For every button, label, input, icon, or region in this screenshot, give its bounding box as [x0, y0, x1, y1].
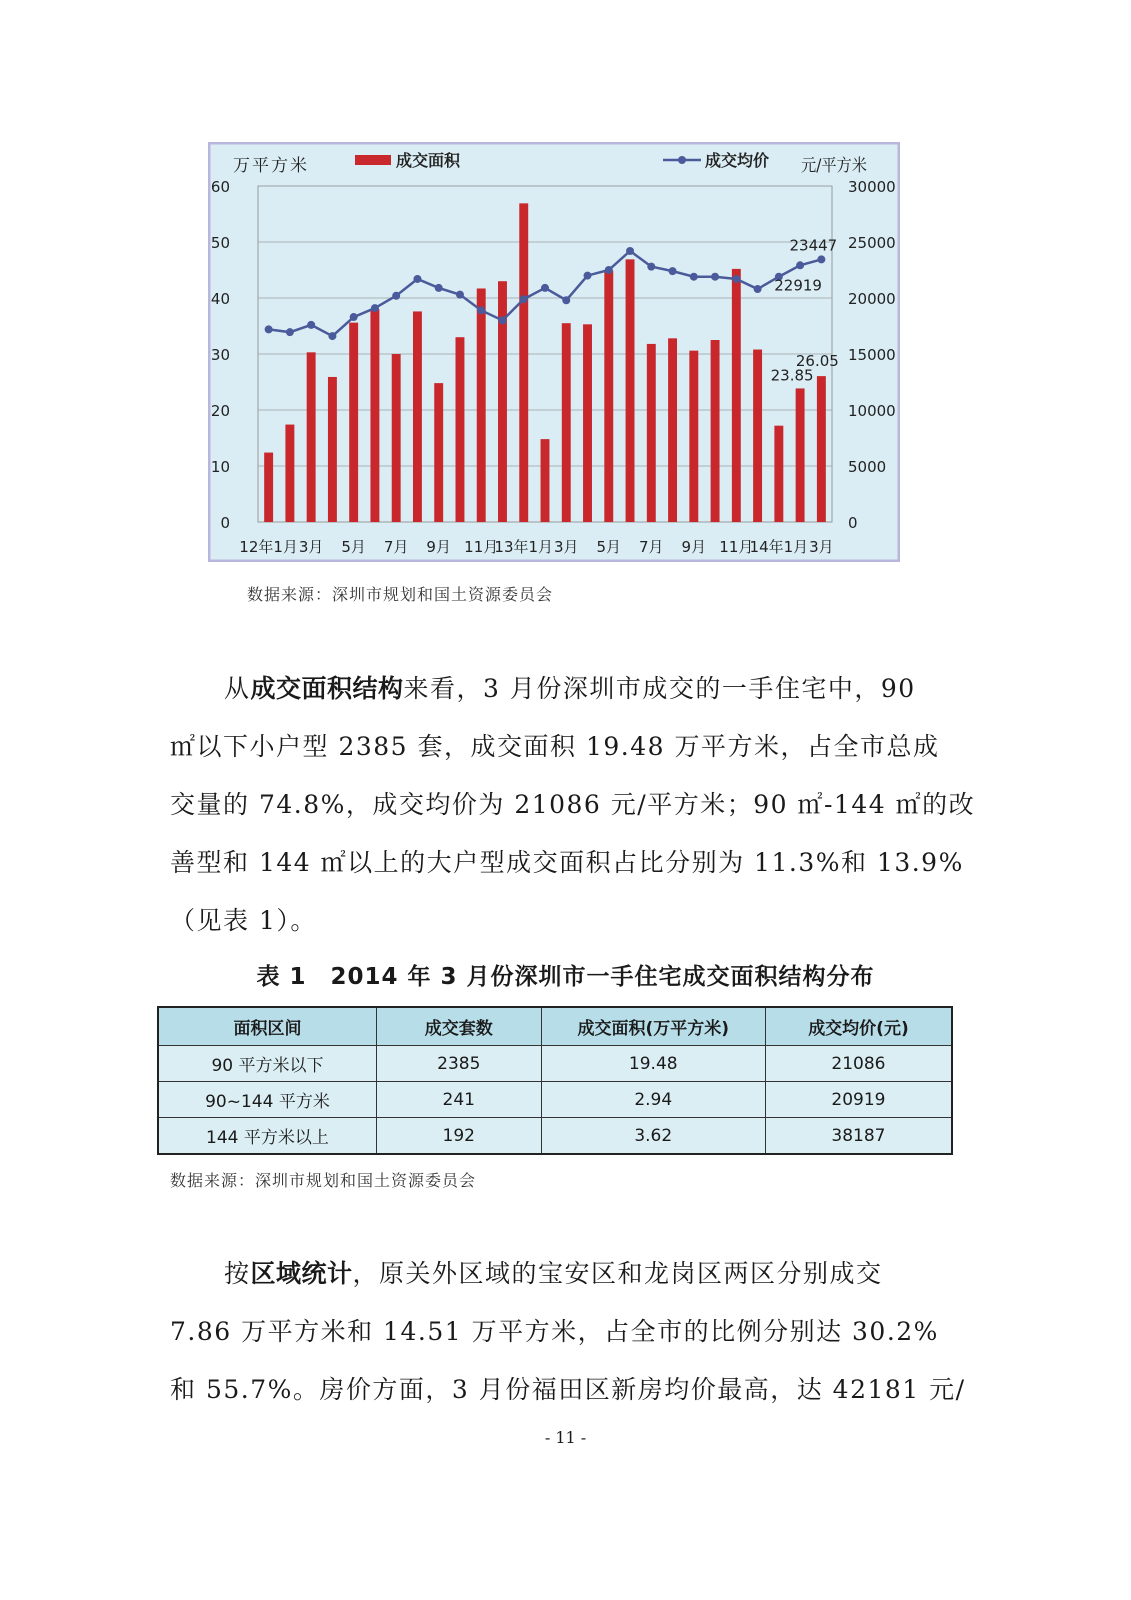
avg-price-point [477, 306, 485, 314]
area-bar [370, 309, 379, 522]
right-tick-label: 10000 [848, 402, 896, 420]
area-bar [264, 453, 273, 522]
para2-lead: 按 [224, 1259, 251, 1288]
avg-price-point [456, 291, 464, 299]
legend-bar-label: 成交面积 [396, 151, 461, 170]
right-axis-unit: 元/平方米 [801, 156, 867, 176]
para1-lead: 从 [224, 674, 251, 703]
chart-source: 数据来源：深圳市规划和国土资源委员会 [247, 585, 554, 604]
para2-line1-rest: ，原关外区域的宝安区和龙岗区两区分别成交 [352, 1259, 883, 1288]
x-tick-label: 9月 [426, 538, 451, 556]
bar-data-label: 26.05 [795, 352, 839, 371]
legend-bar-swatch [355, 155, 391, 165]
avg-price-point [265, 325, 273, 333]
area-bar [647, 344, 656, 522]
right-tick-label: 30000 [848, 178, 896, 196]
area-bar [328, 377, 337, 522]
area-structure-table [157, 1006, 953, 1155]
area-bar [413, 311, 422, 522]
avg-price-point [626, 247, 634, 255]
x-tick-label: 3月 [809, 538, 834, 556]
avg-price-point [605, 266, 613, 274]
avg-price-point [286, 328, 294, 336]
area-bar [519, 203, 528, 522]
x-tick-label: 12年1月 [239, 538, 298, 556]
transaction-chart [208, 142, 900, 562]
cell-avg-price: 20919 [765, 1082, 952, 1118]
avg-price-point [732, 275, 740, 283]
para2-line2: 7.86 万平方米和 14.51 万平方米，占全市的比例分别达 30.2% [170, 1317, 939, 1346]
right-tick-label: 5000 [848, 458, 887, 476]
right-tick-label: 15000 [848, 346, 896, 364]
cell-avg-price: 38187 [765, 1118, 952, 1155]
avg-price-point [350, 313, 358, 321]
area-bar [434, 383, 443, 522]
x-tick-label: 13年1月 [494, 538, 554, 556]
left-tick-label: 10 [210, 458, 230, 476]
area-bar [541, 439, 550, 522]
avg-price-point [669, 267, 677, 275]
cell-units: 241 [376, 1082, 541, 1118]
para2-strong: 区域统计 [250, 1259, 353, 1288]
left-tick-label: 20 [210, 402, 230, 420]
right-tick-label: 25000 [848, 234, 896, 252]
avg-price-point [392, 292, 400, 300]
legend-line-label: 成交均价 [705, 151, 770, 170]
x-tick-label: 5月 [341, 538, 366, 556]
area-bar [583, 324, 592, 522]
x-tick-label: 3月 [553, 538, 579, 556]
cell-area: 2.94 [541, 1082, 765, 1118]
avg-price-point [498, 316, 506, 324]
x-tick-label: 14年1月 [749, 538, 809, 556]
avg-price-point [307, 321, 315, 329]
area-bar [307, 352, 316, 522]
area-bar [689, 351, 698, 522]
header-units: 成交套数 [376, 1007, 541, 1046]
area-bar [817, 376, 826, 522]
area-bar [349, 323, 358, 522]
area-bar [753, 350, 762, 522]
table-source: 数据来源：深圳市规划和国土资源委员会 [170, 1171, 477, 1190]
paragraph-district-stats [170, 1245, 966, 1419]
x-tick-label: 5月 [596, 538, 622, 556]
area-bar [668, 338, 677, 522]
left-tick-label: 30 [210, 346, 230, 364]
right-tick-label: 20000 [848, 290, 896, 308]
avg-price-point [371, 304, 379, 312]
para1-line1-rest: 来看，3 月份深圳市成交的一手住宅中，90 [403, 674, 916, 703]
avg-price-point [754, 285, 762, 293]
paragraph-area-structure [170, 660, 976, 950]
header-area: 成交面积(万平方米) [541, 1007, 765, 1046]
bar-data-label: 23.85 [770, 366, 814, 385]
cell-area-range: 90 平方米以下 [158, 1046, 376, 1082]
chart-svg [208, 142, 900, 562]
x-tick-label: 3月 [298, 538, 324, 556]
avg-price-point [711, 273, 719, 281]
x-tick-label: 7月 [383, 538, 409, 556]
avg-price-point [541, 284, 549, 292]
avg-price-point [584, 272, 592, 280]
header-area-range: 面积区间 [158, 1007, 376, 1046]
area-bar [796, 388, 805, 522]
cell-area: 3.62 [541, 1118, 765, 1155]
area-bar [562, 323, 571, 522]
para1-strong: 成交面积结构 [250, 674, 404, 703]
para1-line1 [170, 660, 942, 718]
legend-line-marker [678, 156, 686, 164]
header-avg-price: 成交均价(元) [765, 1007, 952, 1046]
table-row [158, 1082, 952, 1118]
table-header-row [158, 1007, 952, 1046]
table-title: 表 1 2014 年 3 月份深圳市一手住宅成交面积结构分布 [256, 964, 875, 990]
para2-line3: 和 55.7%。房价方面，3 月份福田区新房均价最高，达 42181 元/ [170, 1375, 966, 1404]
area-bar [626, 259, 635, 522]
area-bar [477, 288, 486, 522]
area-bar [604, 271, 613, 522]
para1-line5: （见表 1）。 [170, 906, 317, 935]
left-axis-unit: 万平方米 [233, 156, 309, 176]
area-bar [455, 337, 464, 522]
avg-price-point [328, 332, 336, 340]
left-tick-label: 60 [210, 178, 230, 196]
cell-area-range: 144 平方米以上 [158, 1118, 376, 1155]
left-tick-label: 40 [210, 290, 230, 308]
cell-units: 2385 [376, 1046, 541, 1082]
table-row [158, 1118, 952, 1155]
avg-price-point [796, 261, 804, 269]
para1-line4: 善型和 144 ㎡以上的大户型成交面积占比分别为 11.3%和 13.9% [170, 848, 964, 877]
para1-line3: 交量的 74.8%，成交均价为 21086 元/平方米；90 ㎡-144 ㎡的改 [170, 790, 976, 819]
para1-line2: ㎡以下小户型 2385 套，成交面积 19.48 万平方米，占全市总成 [170, 732, 940, 761]
avg-price-point [690, 273, 698, 281]
area-bar [392, 354, 401, 522]
cell-area: 19.48 [541, 1046, 765, 1082]
x-tick-label: 11月 [464, 538, 499, 556]
page-number: - 11 - [544, 1428, 587, 1447]
left-tick-label: 50 [210, 234, 230, 252]
area-bar [285, 425, 294, 522]
cell-area-range: 90~144 平方米 [158, 1082, 376, 1118]
avg-price-point [817, 255, 825, 263]
area-bar [732, 269, 741, 522]
area-bar [774, 426, 783, 522]
line-data-label: 23447 [789, 236, 838, 255]
table-row [158, 1046, 952, 1082]
cell-units: 192 [376, 1118, 541, 1155]
right-tick-label: 0 [848, 514, 858, 532]
x-tick-label: 7月 [639, 538, 664, 556]
x-tick-label: 11月 [719, 538, 754, 556]
para2-line1 [170, 1245, 942, 1303]
avg-price-point [647, 263, 655, 271]
avg-price-point [435, 284, 443, 292]
avg-price-point [520, 295, 528, 303]
cell-avg-price: 21086 [765, 1046, 952, 1082]
left-tick-label: 0 [220, 514, 230, 532]
x-tick-label: 9月 [681, 538, 707, 556]
avg-price-point [413, 275, 421, 283]
avg-price-point [562, 296, 570, 304]
line-data-label: 22919 [774, 276, 822, 295]
area-bar [711, 340, 720, 522]
